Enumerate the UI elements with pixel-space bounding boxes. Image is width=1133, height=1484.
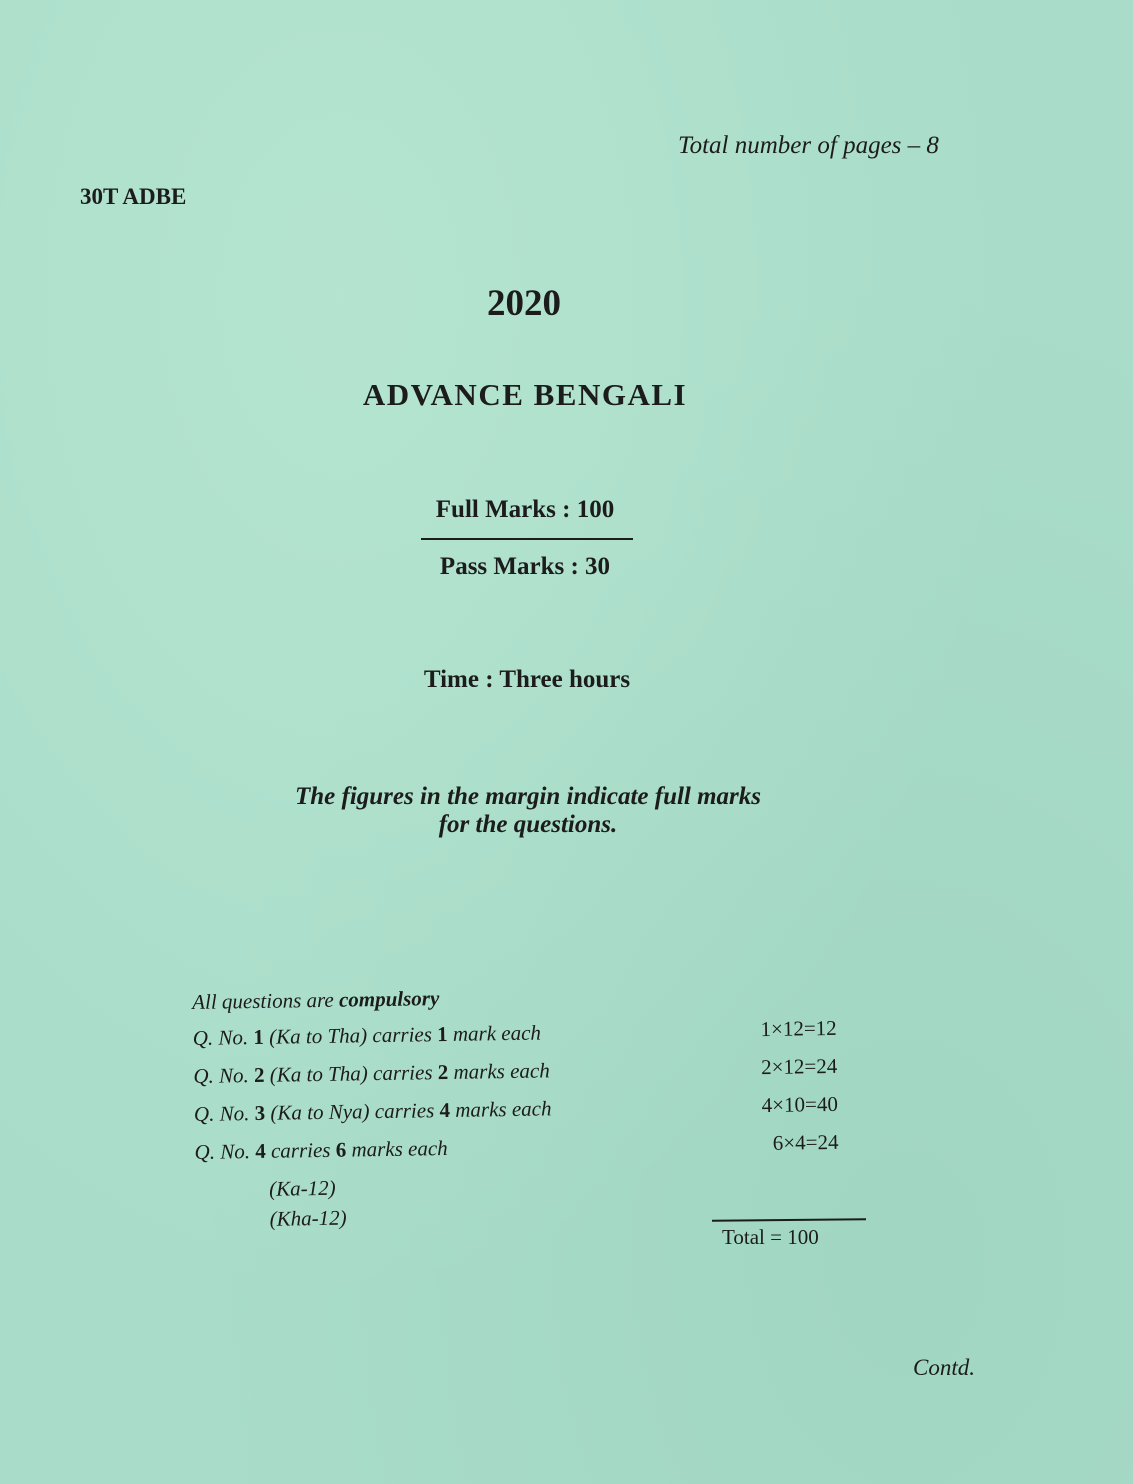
sub-question-kha: (Kha-12) (269, 1205, 347, 1231)
question-score: 6×4=24 (772, 1129, 839, 1155)
question-number: 4 (255, 1138, 266, 1164)
question-marks: 4 (439, 1097, 451, 1123)
instructions-block (192, 980, 856, 1238)
question-text: Q. No. 4 carries 6 marks each (194, 1136, 448, 1164)
question-score: 4×10=40 (761, 1091, 839, 1118)
subject-title: ADVANCE BENGALI (362, 377, 688, 412)
total-pages-label: Total number of pages – 8 (678, 132, 939, 159)
question-number: 1 (253, 1024, 265, 1050)
question-marks: 1 (436, 1021, 448, 1047)
pass-marks: Pass Marks : 30 (439, 553, 611, 580)
question-text: Q. No. 3 (Ka to Nya) carries 4 marks each (193, 1096, 552, 1126)
marks-divider (421, 538, 633, 540)
question-marks: 6 (335, 1137, 347, 1162)
continued-label: Contd. (913, 1355, 975, 1380)
exam-year: 2020 (487, 283, 561, 324)
paper-code: 30T ADBE (80, 184, 187, 209)
question-score: 2×12=24 (760, 1053, 838, 1080)
instructions-heading-prefix: All questions are (192, 987, 334, 1014)
marks-note-line-1: The figures in the margin indicate full marks (294, 783, 762, 810)
full-marks: Full Marks : 100 (435, 496, 615, 523)
sub-question-ka: (Ka-12) (268, 1175, 336, 1201)
instructions-heading-emphasis: compulsory (338, 986, 440, 1012)
exam-duration: Time : Three hours (423, 666, 631, 693)
question-marks: 2 (437, 1059, 449, 1085)
total-marks: Total = 100 (722, 1225, 819, 1249)
question-number: 3 (254, 1100, 266, 1126)
question-text: Q. No. 1 (Ka to Tha) carries 1 mark each (192, 1020, 542, 1050)
question-score: 1×12=12 (760, 1015, 837, 1042)
marks-note-line-2: for the questions. (438, 811, 618, 838)
question-number: 2 (253, 1062, 265, 1088)
marks-note (0, 783, 1056, 839)
question-text: Q. No. 2 (Ka to Tha) carries 2 marks each (193, 1058, 550, 1088)
